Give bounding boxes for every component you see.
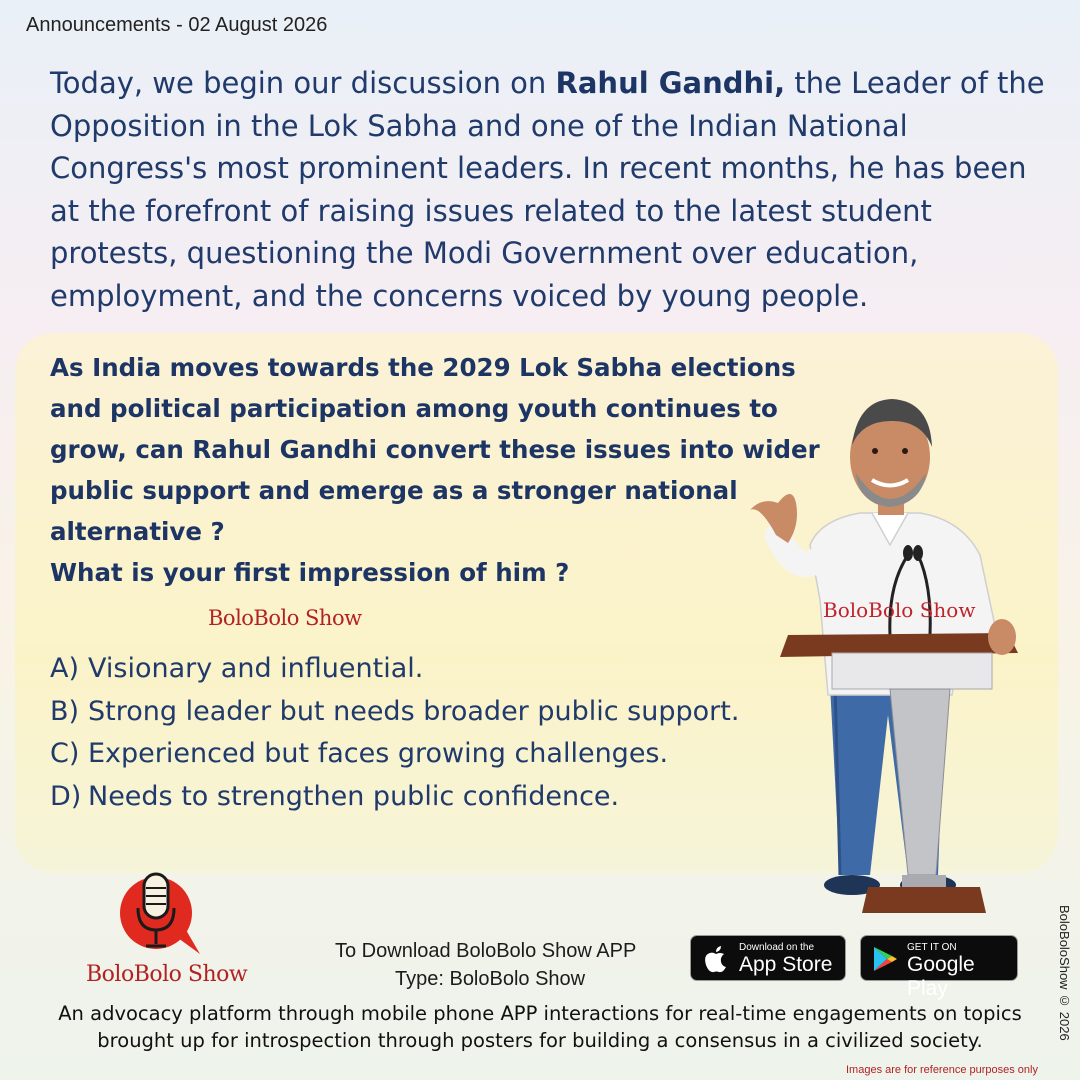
podium-brand-text: BoloBolo Show: [823, 598, 976, 622]
option-text: Needs to strengthen public confidence.: [88, 780, 620, 812]
option-b[interactable]: [50, 691, 750, 734]
question-main: As India moves towards the 2029 Lok Sabha elections and political participation among youth continues to grow, can Rahul Gandhi convert these issues into wider public support and emerge as a stronger national alternative ?: [50, 353, 820, 546]
app-store-label: App Store: [739, 953, 833, 976]
option-text: Experienced but faces growing challenges.: [88, 738, 669, 769]
option-letter: A): [50, 653, 80, 684]
option-text: Strong leader but needs broader public support.: [88, 695, 740, 727]
option-a[interactable]: [50, 648, 750, 691]
google-play-small-text: GET IT ON: [907, 942, 957, 953]
option-c[interactable]: [50, 733, 750, 776]
intro-name: Rahul Gandhi,: [555, 66, 786, 100]
option-d[interactable]: [50, 776, 750, 819]
question-followup: What is your first impression of him ?: [50, 558, 570, 587]
google-play-button[interactable]: [860, 935, 1018, 1000]
google-play-label: Google Play: [907, 953, 975, 1000]
option-letter: B): [50, 695, 80, 727]
apple-icon: [703, 944, 729, 974]
question-text: [50, 347, 830, 593]
intro-text-after: the Leader of the Opposition in the Lok Sabha and one of the Indian National Congress's most prominent leaders. In recent months, he has been at the forefront of raising issues related to the latest student protests, questioning the Modi Government over education, employment, and the concerns voiced by young people.: [50, 66, 1045, 313]
announcement-date: Announcements - 02 August 2026: [26, 14, 328, 36]
download-instruction: To Download BoloBolo Show APP: [335, 940, 637, 962]
option-letter: C): [50, 738, 80, 769]
watermark-brand-text: BoloBolo Show: [208, 606, 362, 630]
app-store-button[interactable]: [690, 935, 846, 981]
speaker-at-podium-illustration: [740, 385, 1050, 920]
google-play-icon: [871, 945, 899, 973]
intro-text-before: Today, we begin our discussion on: [50, 66, 556, 100]
platform-tagline: An advocacy platform through mobile phone APP interactions for real-time engagements on topics brought up for introspection through posters for building a consensus in a civilized society.: [58, 1002, 1022, 1052]
app-store-small-text: Download on the: [739, 942, 815, 953]
intro-paragraph: [50, 62, 1050, 317]
download-search-term: Type: BoloBolo Show: [395, 968, 586, 990]
copyright-notice: BoloBoloShow © 2026: [1057, 905, 1072, 1041]
image-disclaimer: Images are for reference purposes only: [846, 1064, 1038, 1076]
option-letter: D): [50, 780, 82, 812]
answer-options: [50, 648, 750, 818]
microphone-logo-icon: [116, 868, 206, 958]
brand-logo-text: BoloBolo Show: [86, 962, 248, 987]
option-text: Visionary and influential.: [88, 653, 424, 684]
